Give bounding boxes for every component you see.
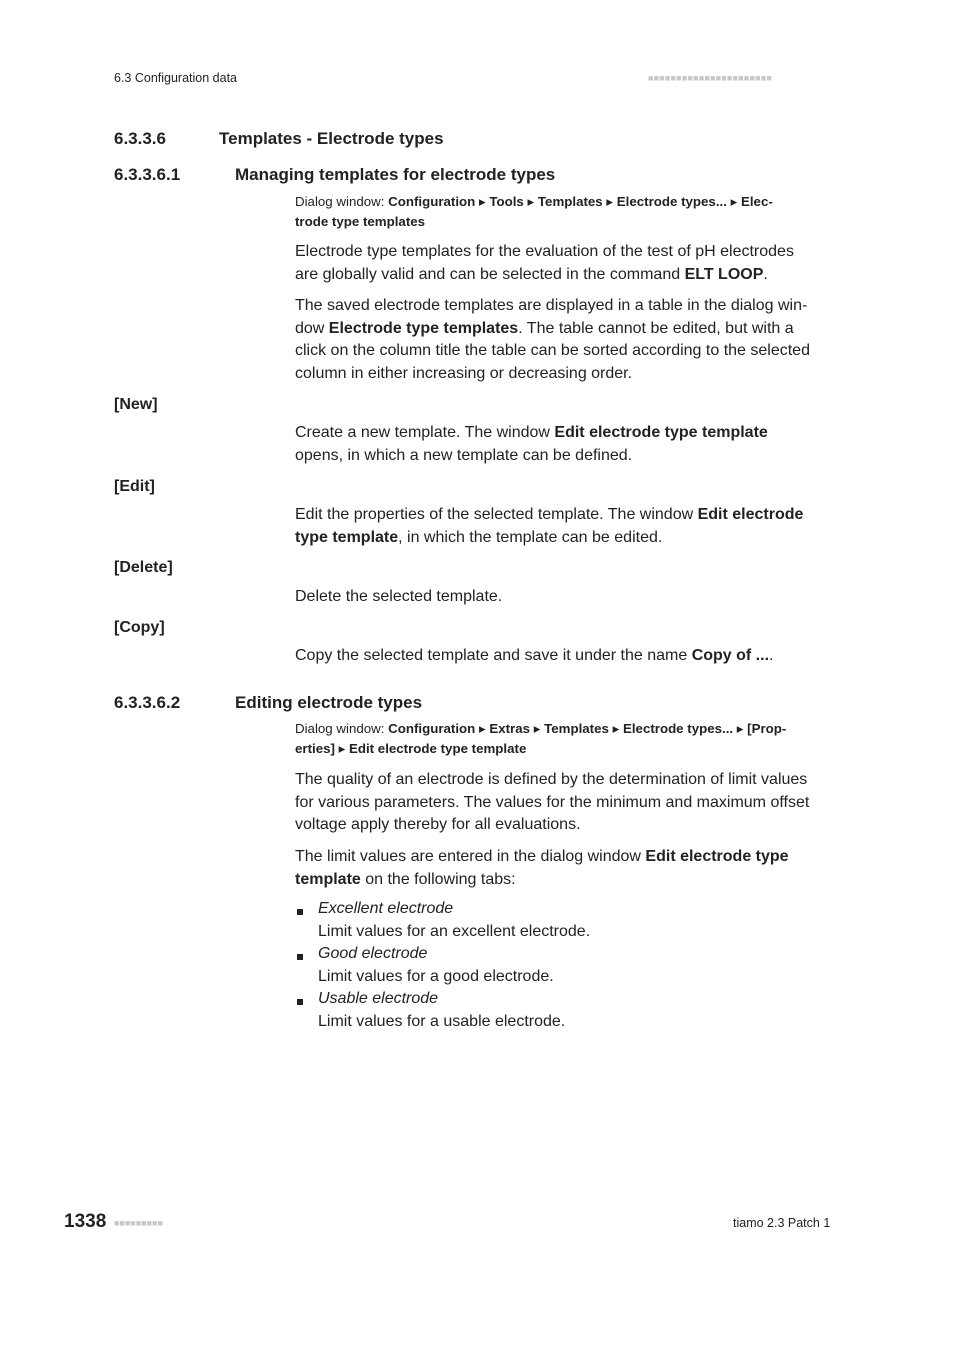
term-new-description [295,422,827,467]
subsection-number: 6.3.3.6.2 [114,693,181,712]
dialog-path: Dialog window: Configuration ▸ Tools ▸ Templates ▸ Electrode types... ▸ Elec- trode type templates [295,194,773,229]
header-decoration: ■■■■■■■■■■■■■■■■■■■■■■ [648,73,772,83]
text: The limit values are entered in the dialog window [295,848,646,865]
paragraph [295,295,827,385]
bullet-icon [297,909,303,915]
text: voltage apply thereby for all evaluations. [295,816,581,834]
dialog-prefix: Dialog window: [295,194,389,209]
text: The saved electrode templates are displayed in a table in the dialog win- [295,297,808,314]
dialog-step: erties] [295,740,335,756]
dialog-step: Elec- [740,194,773,209]
term-edit: [Edit] [114,478,155,495]
dialog-step: Tools [489,194,524,209]
dialog-step: Extras [489,721,531,736]
list-item-tab-name: Good electrode [318,945,428,962]
list-item-description: Limit values for a good electrode. [318,968,554,985]
text: The quality of an electrode is defined by the determination of limit values [295,771,808,788]
paragraph [295,769,827,837]
text: are globally valid and can be selected in the command [295,265,685,283]
term-copy-description [295,645,827,668]
subsection-number: 6.3.3.6.1 [114,165,181,184]
term-delete: [Delete] [114,559,173,576]
term-edit-description [295,504,827,549]
dialog-step: Electrode types... [616,194,727,209]
text: click on the column title the table can be sorted according to the selected [295,342,810,360]
text: opens, in which a new template can be defined. [295,446,633,464]
text: column in either increasing or decreasing order. [295,364,633,382]
text: on the following tabs: [360,870,516,888]
text: for various parameters. The values for the minimum and maximum offset [295,793,810,811]
text: Edit the properties of the selected template. The window [295,506,698,523]
section-number: 6.3.3.6 [114,129,166,148]
text: , in which the template can be edited. [398,528,663,546]
window-name: Edit electrode type [645,848,789,865]
window-name: Edit electrode [697,506,804,523]
list-item-tab-name: Usable electrode [318,990,439,1007]
text: . [763,265,768,283]
bullet-icon [297,954,303,960]
text: . The table cannot be edited, but with a [518,319,794,337]
dialog-step: Edit electrode type template [349,740,527,756]
subsection-title: Managing templates for electrode types [235,165,556,184]
name-literal: Copy of ... [691,647,770,664]
text: Electrode type templates for the evaluation of the test of pH electrodes [295,243,794,260]
dialog-step: Templates [537,194,603,209]
text: Delete the selected template. [295,588,503,605]
text: Copy the selected template and save it under the name [295,647,692,664]
dialog-step: [Prop- [747,721,787,736]
text: . [769,647,774,664]
paragraph [295,241,827,286]
list-item-description: Limit values for a usable electrode. [318,1013,566,1030]
dialog-step: Templates [544,721,609,736]
dialog-step: Configuration [388,194,476,209]
dialog-step: Configuration [388,721,476,736]
term-delete-description [295,586,827,609]
term-new: [New] [114,396,158,413]
list-item-tab-name: Excellent electrode [318,900,454,917]
dialog-step: Electrode types... [622,721,734,736]
paragraph [295,846,827,891]
command-name: ELT LOOP [684,265,764,283]
window-name: template [295,870,361,888]
list-item-description: Limit values for an excellent electrode. [318,923,591,940]
text: Create a new template. The window [295,424,555,441]
dialog-prefix: Dialog window: [295,721,389,736]
product-name: tiamo 2.3 Patch 1 [733,1216,831,1230]
term-copy: [Copy] [114,619,165,636]
window-name: Electrode type templates [328,319,519,337]
window-name: Edit electrode type template [554,424,768,441]
page-number: 1338 [64,1211,107,1232]
window-name: type template [295,528,399,546]
dialog-step: trode type templates [295,213,426,229]
text: dow [295,319,329,337]
bullet-icon [297,999,303,1005]
section-title: Templates - Electrode types [219,129,444,148]
subsection-title: Editing electrode types [235,693,423,712]
running-header-section: 6.3 Configuration data [114,71,238,85]
footer-decoration: ■■■■■■■■■ [114,1218,163,1228]
dialog-path: Dialog window: Configuration ▸ Extras ▸ Templates ▸ Electrode types... ▸ [Prop- erties] ▸ Edit electrode type template [295,721,787,756]
